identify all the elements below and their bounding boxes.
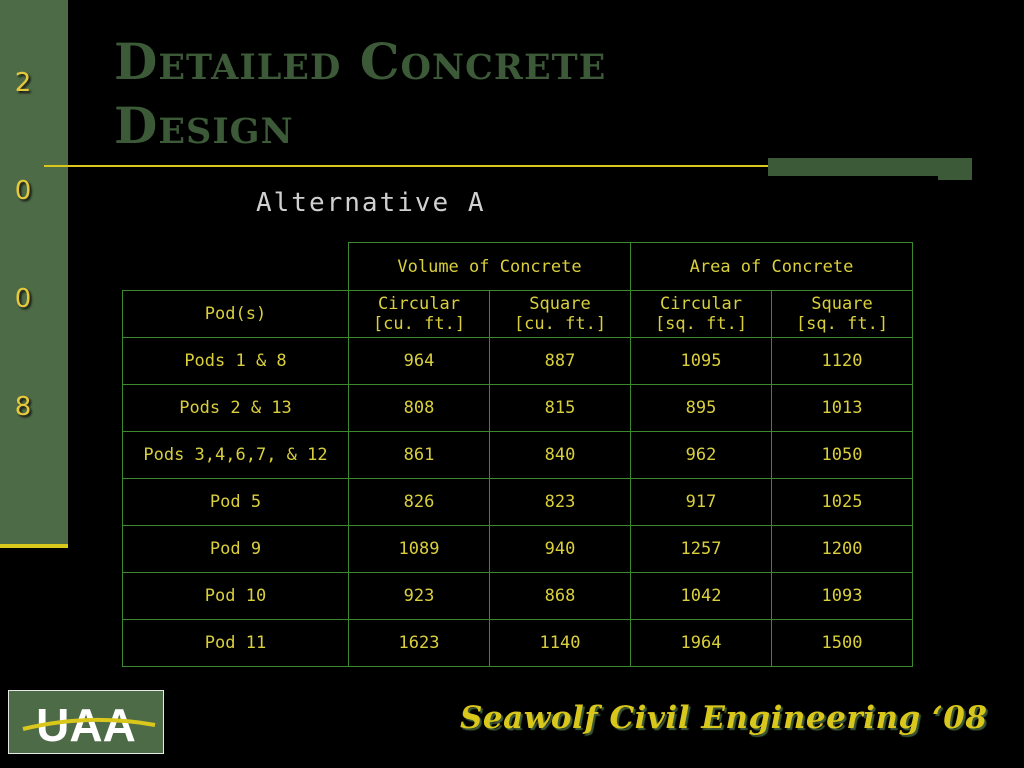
value-cell: 1500 — [772, 620, 913, 667]
sub-header-unit: [sq. ft.] — [654, 314, 748, 334]
value-cell: 887 — [490, 338, 631, 385]
table-row — [123, 385, 913, 432]
sub-header-unit: [cu. ft.] — [513, 314, 607, 334]
table-row — [123, 479, 913, 526]
uaa-logo-text: UAA — [36, 699, 136, 751]
sub-header-shape: Square — [811, 294, 873, 314]
table-row — [123, 620, 913, 667]
sub-header-shape: Square — [529, 294, 591, 314]
slide-title-line-2: Design — [114, 96, 294, 155]
year-digit-1: 2 — [14, 68, 32, 98]
sub-header-area-circular — [631, 291, 772, 338]
slide-title — [114, 30, 606, 158]
value-cell: 1050 — [772, 432, 913, 479]
volume-header: Volume of Concrete — [349, 243, 631, 291]
value-cell: 1042 — [631, 573, 772, 620]
sidebar-underline — [0, 544, 68, 548]
table-row — [123, 338, 913, 385]
year-digit-2: 0 — [14, 176, 32, 206]
value-cell: 1095 — [631, 338, 772, 385]
table-corner — [123, 243, 349, 291]
sub-header-shape: Circular — [660, 294, 742, 314]
value-cell: 1089 — [349, 526, 490, 573]
title-accent-block-small — [938, 172, 972, 180]
value-cell: 808 — [349, 385, 490, 432]
table-row — [123, 526, 913, 573]
sub-header-area-square — [772, 291, 913, 338]
value-cell: 940 — [490, 526, 631, 573]
value-cell: 1025 — [772, 479, 913, 526]
year-digit-3: 0 — [14, 284, 32, 314]
value-cell: 861 — [349, 432, 490, 479]
pod-cell: Pods 2 & 13 — [123, 385, 349, 432]
table-row — [123, 432, 913, 479]
slide-title-line-1: Detailed Concrete — [114, 32, 607, 91]
sub-header-volume-square — [490, 291, 631, 338]
value-cell: 917 — [631, 479, 772, 526]
sub-header-shape: Circular — [378, 294, 460, 314]
value-cell: 1257 — [631, 526, 772, 573]
value-cell: 815 — [490, 385, 631, 432]
value-cell: 1093 — [772, 573, 913, 620]
value-cell: 1140 — [490, 620, 631, 667]
pod-cell: Pods 3,4,6,7, & 12 — [123, 432, 349, 479]
pod-cell: Pod 11 — [123, 620, 349, 667]
table-sub-header-row — [123, 291, 913, 338]
pod-cell: Pod 9 — [123, 526, 349, 573]
value-cell: 823 — [490, 479, 631, 526]
sub-header-unit: [cu. ft.] — [372, 314, 466, 334]
table-group-header-row — [123, 243, 913, 291]
value-cell: 1623 — [349, 620, 490, 667]
value-cell: 1200 — [772, 526, 913, 573]
value-cell: 964 — [349, 338, 490, 385]
footer-branding: Seawolf Civil Engineering ‘08 — [460, 700, 988, 736]
uaa-logo-graphic — [9, 691, 163, 753]
concrete-table — [122, 242, 913, 667]
value-cell: 962 — [631, 432, 772, 479]
slide-subtitle: Alternative A — [256, 188, 486, 218]
pod-header: Pod(s) — [123, 291, 349, 338]
pod-cell: Pod 5 — [123, 479, 349, 526]
uaa-logo — [8, 690, 164, 754]
year-digit-4: 8 — [14, 392, 32, 422]
value-cell: 1120 — [772, 338, 913, 385]
value-cell: 1964 — [631, 620, 772, 667]
value-cell: 840 — [490, 432, 631, 479]
value-cell: 826 — [349, 479, 490, 526]
area-header: Area of Concrete — [631, 243, 913, 291]
table-row — [123, 573, 913, 620]
pod-cell: Pod 10 — [123, 573, 349, 620]
pod-cell: Pods 1 & 8 — [123, 338, 349, 385]
value-cell: 1013 — [772, 385, 913, 432]
value-cell: 895 — [631, 385, 772, 432]
sub-header-unit: [sq. ft.] — [795, 314, 889, 334]
sub-header-volume-circular — [349, 291, 490, 338]
value-cell: 923 — [349, 573, 490, 620]
value-cell: 868 — [490, 573, 631, 620]
